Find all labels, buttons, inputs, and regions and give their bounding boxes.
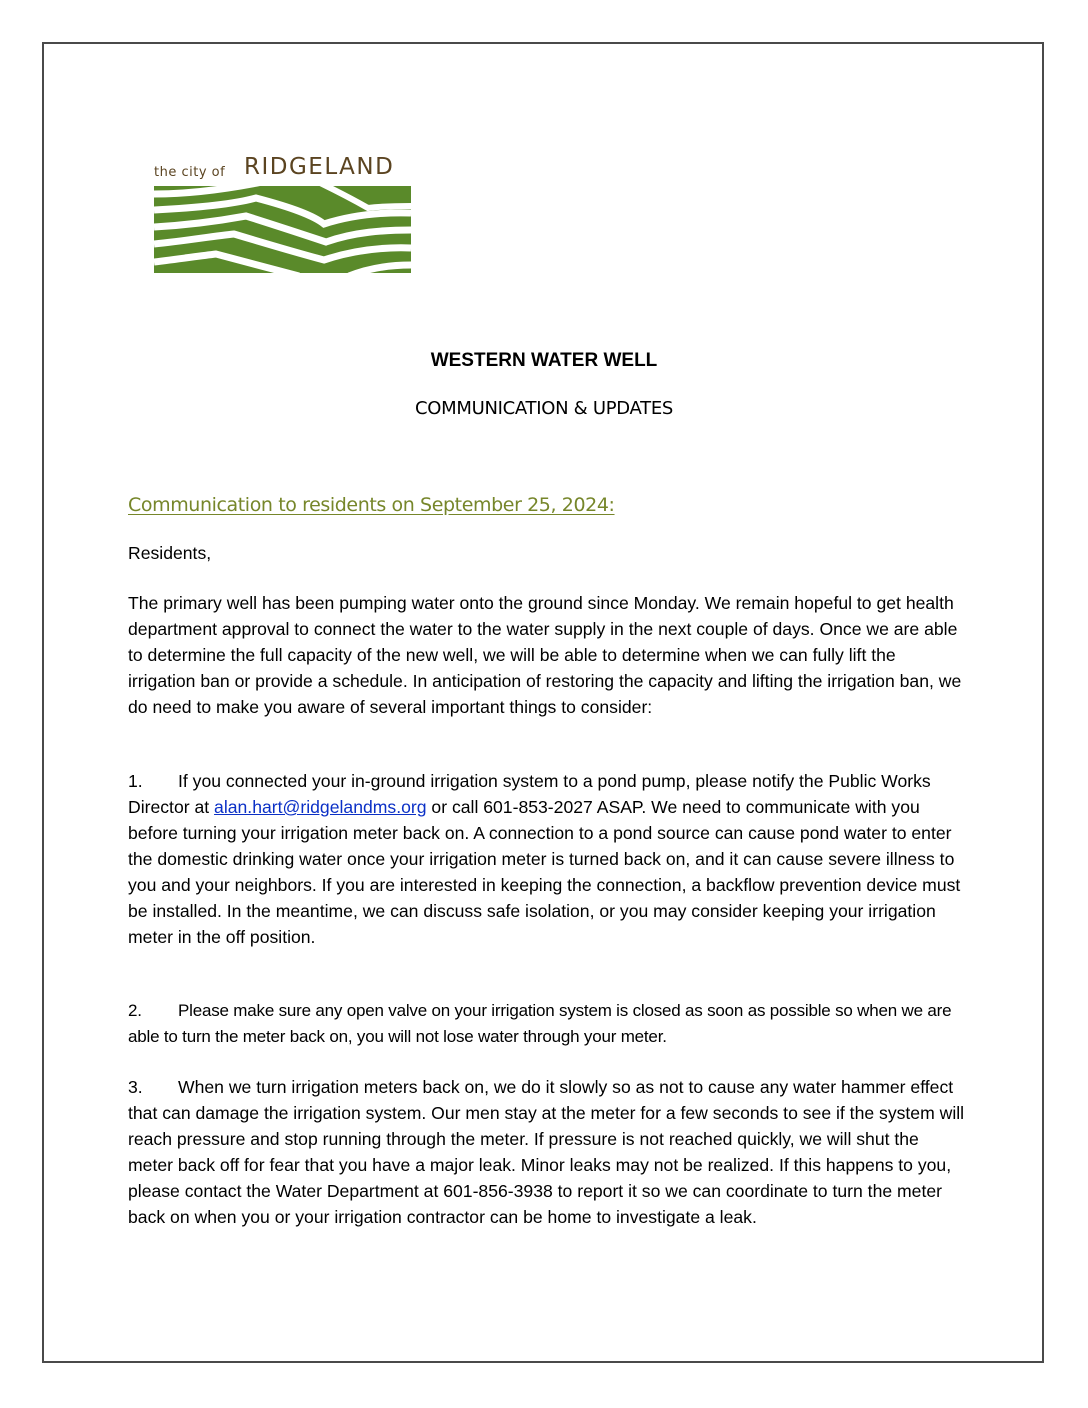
communication-date-heading: Communication to residents on September 25, 2024: — [128, 494, 615, 516]
public-works-email-link[interactable]: alan.hart@ridgelandms.org — [214, 797, 427, 817]
logo-city-name: RIDGELAND — [244, 154, 395, 180]
list-item-number: 3. — [128, 1077, 143, 1097]
list-item-body: Please make sure any open valve on your irrigation system is closed as soon as possible so when we are able to turn the meter back on, you will not lose water through your meter. — [128, 1001, 952, 1046]
list-item — [128, 768, 968, 950]
list-item-number: 2. — [128, 1001, 142, 1020]
page-title: WESTERN WATER WELL — [430, 350, 658, 371]
list-item-body: When we turn irrigation meters back on, we do it slowly so as not to cause any water hammer effect that can damage the irrigation system. Our men stay at the meter for a few seconds to see if the system will reach pressure and stop running through the meter. If pressure is not reached quickly, we will shut the meter back off for fear that you have a major leak. Minor leaks may not be realized. If this happens to you, please contact the Water Department at 601-856-3938 to report it so we can coordinate to turn the meter back on when you or your irrigation contractor can be home to investigate a leak. — [128, 1077, 965, 1227]
logo-prefix: the city of — [154, 165, 226, 180]
list-item — [128, 1074, 968, 1230]
salutation — [128, 540, 968, 566]
intro-paragraph — [128, 590, 968, 720]
list-item-text — [128, 998, 968, 1050]
salutation-text: Residents, — [128, 543, 212, 563]
city-logo — [153, 154, 413, 274]
list-item-text — [128, 1074, 968, 1230]
list-item-text — [128, 768, 968, 950]
intro-text: The primary well has been pumping water onto the ground since Monday. We remain hopeful to get health department approval to connect the water to the water supply in the next couple of days. Once we are able to determine the full capacity of the new well, we will be able to determine when we can fully lift the irrigation ban or provide a schedule. In anticipation of restoring the capacity and lifting the irrigation ban, we do need to make you aware of several important things to consider: — [128, 593, 962, 717]
list-item-number: 1. — [128, 771, 143, 791]
logo-hills-graphic — [154, 186, 411, 273]
list-item-text-after-link: or call 601-853-2027 ASAP. We need to communicate with you before turning your irrigation meter back on. A connection to a pond source can cause pond water to enter the domestic drinking water once your irrigation meter is turned back on, and it can cause severe illness to you and your neighbors. If you are interested in keeping the connection, a backflow prevention device must be installed. In the meantime, we can discuss safe isolation, or you may consider keeping your irrigation meter in the off position. — [128, 797, 961, 947]
list-item — [128, 998, 968, 1050]
list-item-text-before-link: If you connected your in-ground irrigation system to a pond pump, please notify the Public Works Director at — [128, 771, 931, 817]
page-subtitle: COMMUNICATION & UPDATES — [414, 398, 674, 419]
